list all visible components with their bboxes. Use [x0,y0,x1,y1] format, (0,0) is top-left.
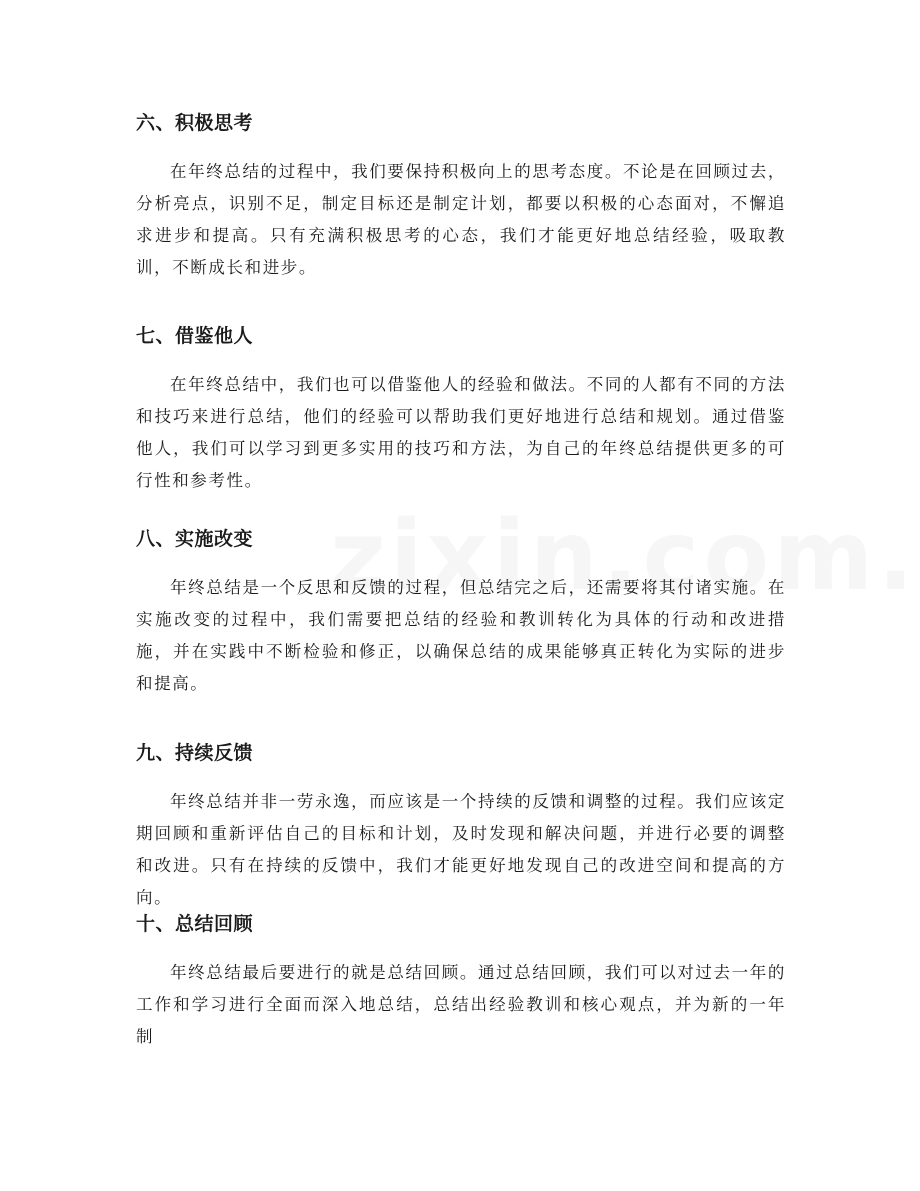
section-10 [136,912,786,1053]
section-heading: 七、借鉴他人 [136,325,254,347]
section-paragraph: 在年终总结的过程中，我们要保持积极向上的思考态度。不论是在回顾过去，分析亮点，识别不足，制定目标还是制定计划，都要以积极的心态面对，不懈追求进步和提高。只有充满积极思考的心态，我们才能更好地总结经验，吸取教训，不断成长和进步。 [136,162,786,277]
section-heading: 八、实施改变 [136,528,254,550]
section-9 [136,741,786,914]
section-8 [136,527,786,700]
section-paragraph: 年终总结并非一劳永逸，而应该是一个持续的反馈和调整的过程。我们应该定期回顾和重新评估自己的目标和计划，及时发现和解决问题，并进行必要的调整和改进。只有在持续的反馈中，我们才能更好地发现自己的改进空间和提高的方向。 [136,792,786,907]
section-paragraph: 年终总结最后要进行的就是总结回顾。通过总结回顾，我们可以对过去一年的工作和学习进行全面而深入地总结，总结出经验教训和核心观点，并为新的一年制 [136,963,786,1046]
section-6 [136,111,786,284]
section-heading: 九、持续反馈 [136,742,254,764]
section-heading: 十、总结回顾 [136,913,254,935]
section-7 [136,324,786,497]
section-paragraph: 在年终总结中，我们也可以借鉴他人的经验和做法。不同的人都有不同的方法和技巧来进行总结，他们的经验可以帮助我们更好地进行总结和规划。通过借鉴他人，我们可以学习到更多实用的技巧和方法，为自己的年终总结提供更多的可行性和参考性。 [136,375,786,490]
section-heading: 六、积极思考 [136,112,254,134]
section-paragraph: 年终总结是一个反思和反馈的过程，但总结完之后，还需要将其付诸实施。在实施改变的过程中，我们需要把总结的经验和教训转化为具体的行动和改进措施，并在实践中不断检验和修正，以确保总结的成果能够真正转化为实际的进步和提高。 [136,578,786,693]
